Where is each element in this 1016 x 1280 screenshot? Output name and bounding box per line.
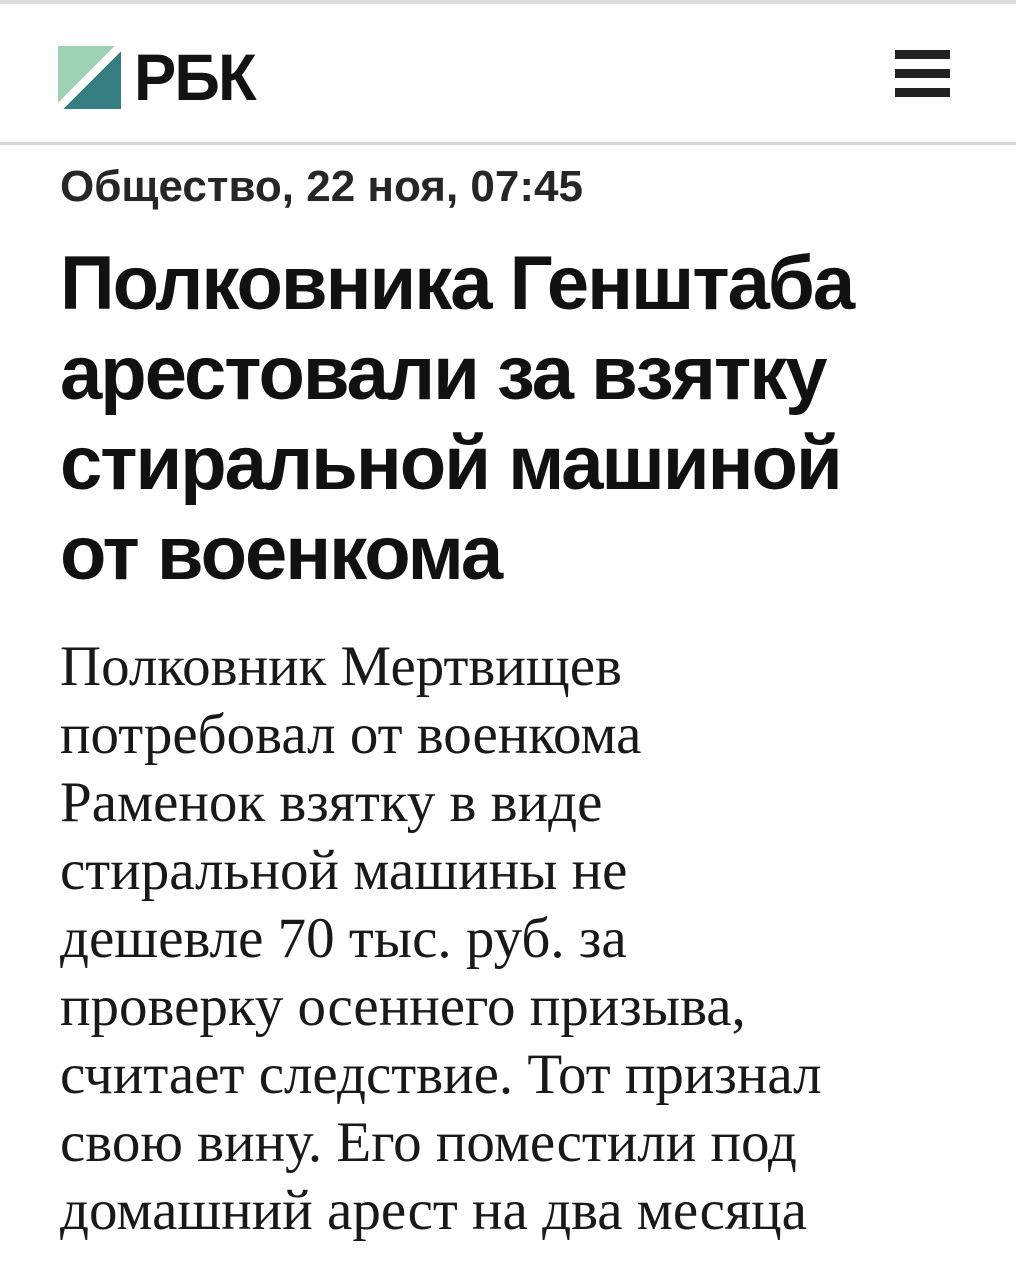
summary-line: считает следствие. Тот признал xyxy=(60,1043,822,1106)
header-divider xyxy=(0,142,1016,145)
summary-line: дешевле 70 тыс. руб. за xyxy=(60,907,627,970)
title-line: Полковника Генштаба xyxy=(60,241,854,326)
summary-line: потребовал от военкома xyxy=(60,703,642,766)
rbc-logo[interactable] xyxy=(58,40,260,114)
title-line: стиральной машиной xyxy=(60,421,841,506)
summary-line: домашний арест на два месяца xyxy=(60,1179,807,1242)
category-link[interactable]: Общество xyxy=(60,162,282,211)
rbc-logo-mark-icon xyxy=(58,46,121,109)
article xyxy=(0,161,1016,1245)
title-line: от военкома xyxy=(60,511,502,596)
meta-separator: , xyxy=(281,162,307,211)
site-header xyxy=(0,4,1016,142)
summary-line: свою вину. Его поместили под xyxy=(60,1111,797,1174)
rbc-logo-text: РБК xyxy=(134,40,255,114)
summary-line: стиральной машины не xyxy=(60,839,628,902)
article-meta xyxy=(60,161,958,213)
hamburger-icon xyxy=(895,50,950,97)
article-title xyxy=(60,239,958,599)
menu-button[interactable] xyxy=(895,50,950,97)
summary-line: проверку осеннего призыва, xyxy=(60,975,746,1038)
title-line: арестовали за взятку xyxy=(60,331,826,416)
summary-line: Полковник Мертвищев xyxy=(60,635,622,698)
summary-line: Раменок взятку в виде xyxy=(60,771,603,834)
publish-time: 22 ноя, 07:45 xyxy=(306,162,583,211)
article-summary xyxy=(60,633,958,1245)
